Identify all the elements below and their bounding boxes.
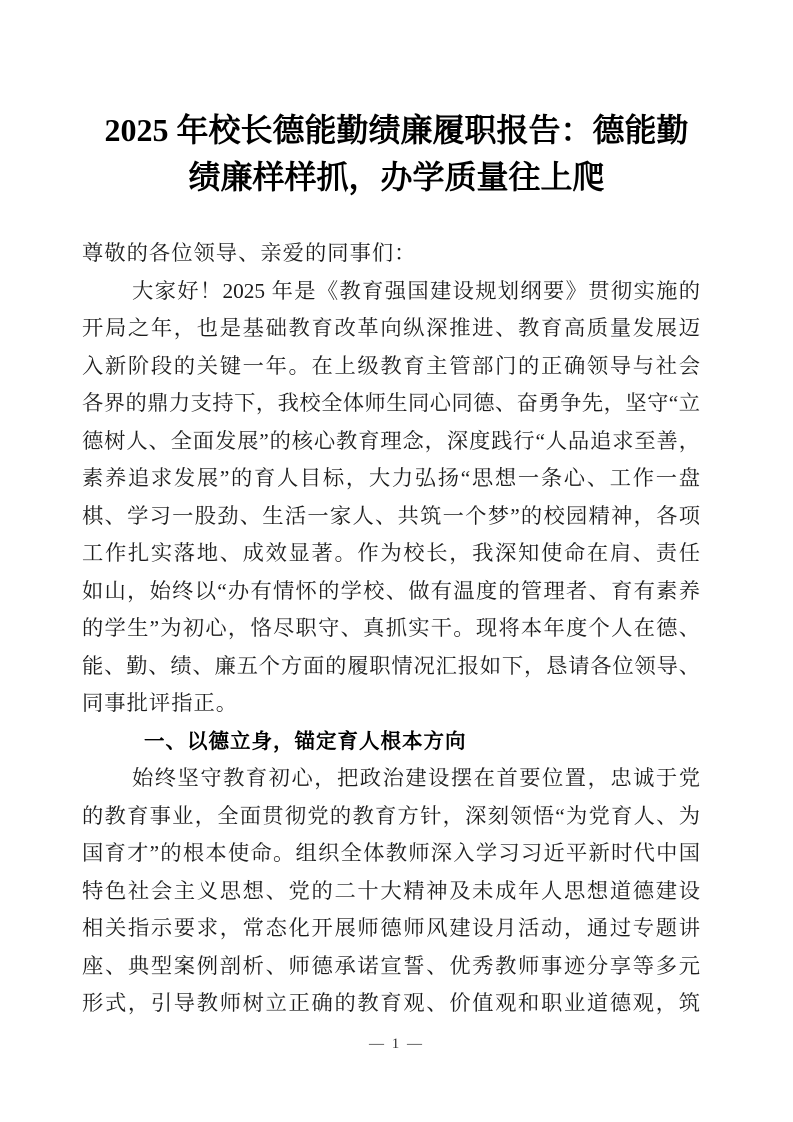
text-line: 德树人、全面发展”的核心教育理念，深度践行“人品追求至善，	[82, 428, 700, 453]
text-line: 棋、学习一股劲、生活一家人、共筑一个梦”的校园精神，各项	[82, 503, 700, 528]
heading	[82, 723, 700, 761]
text-line: 如山，始终以“办有情怀的学校、做有温度的管理者、育有素养	[82, 578, 700, 603]
text-line: 入新阶段的关键一年。在上级教育主管部门的正确领导与社会	[82, 353, 700, 378]
text-line: 相关指示要求，常态化开展师德师风建设月活动，通过专题讲	[82, 916, 700, 940]
text-line: 形式，引导教师树立正确的教育观、价值观和职业道德观，筑	[82, 991, 700, 1015]
title-line-1: 2025 年校长德能勤绩廉履职报告：德能勤	[104, 112, 689, 148]
text-line: 工作扎实落地、成效显著。作为校长，我深知使命在肩、责任	[82, 541, 700, 565]
text-line: 各界的鼎力支持下，我校全体师生同心同德、奋勇争先，坚守“立	[82, 391, 700, 415]
text-line: 一、以德立身，锚定育人根本方向	[144, 729, 467, 753]
title-line-2: 绩廉样样抓，办学质量往上爬	[188, 159, 605, 195]
text-line: 始终坚守教育初心，把政治建设摆在首要位置，忠诚于党	[132, 766, 700, 790]
salutation	[82, 235, 700, 273]
text-line: 国育才”的根本使命。组织全体教师深入学习习近平新时代中国	[82, 841, 700, 865]
document-title	[40, 107, 753, 201]
text-line: 尊敬的各位领导、亲爱的同事们：	[82, 241, 417, 265]
text-line: 同事批评指正。	[82, 691, 239, 715]
text-line: 开局之年，也是基础教育改革向纵深推进、教育高质量发展迈	[82, 316, 700, 340]
text-line: 大家好！2025 年是《教育强国建设规划纲要》贯彻实施的	[132, 278, 700, 303]
text-line: 特色社会主义思想、党的二十大精神及未成年人思想道德建设	[82, 878, 700, 903]
text-line: 的学生”为初心，恪尽职守、真抓实干。现将本年度个人在德、	[82, 616, 700, 640]
paragraph	[82, 760, 700, 1023]
text-line: 的教育事业，全面贯彻党的教育方针，深刻领悟“为党育人、为	[82, 803, 700, 828]
text-line: 座、典型案例剖析、师德承诺宣誓、优秀教师事迹分享等多元	[82, 953, 700, 978]
page-number: — 1 —	[369, 1036, 424, 1052]
text-line: 能、勤、绩、廉五个方面的履职情况汇报如下，恳请各位领导、	[82, 653, 700, 678]
page-footer	[0, 1036, 793, 1053]
text-line: 素养追求发展”的育人目标，大力弘扬“思想一条心、工作一盘	[82, 466, 700, 490]
paragraph	[82, 273, 700, 723]
document-body	[82, 235, 700, 1023]
